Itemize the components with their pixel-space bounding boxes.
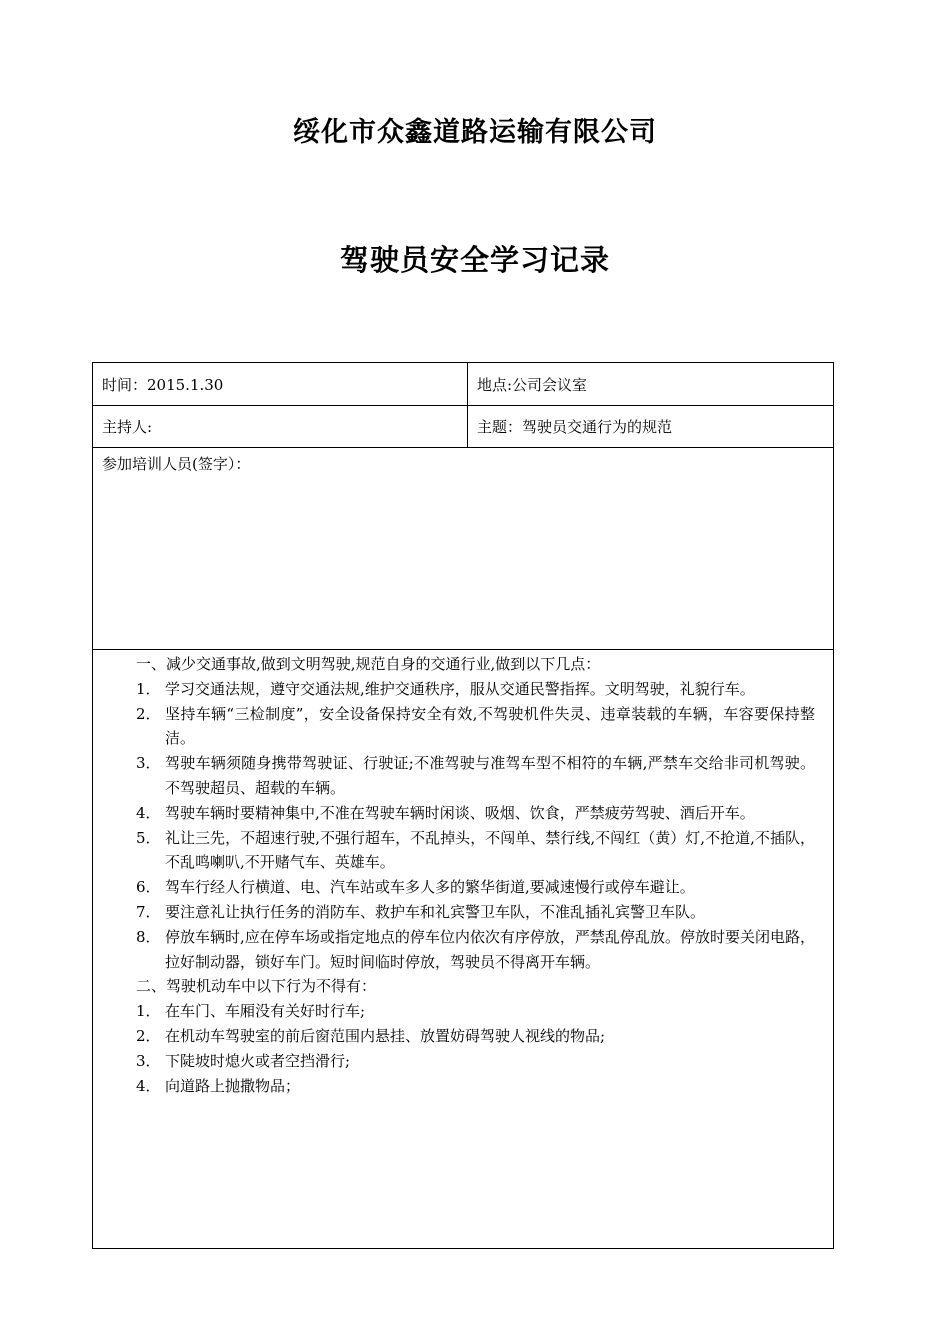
item-text: 下陡坡时熄火或者空挡滑行; <box>165 1051 351 1070</box>
item-text: 在车门、车厢没有关好时行车; <box>165 1002 366 1021</box>
list-item <box>93 801 833 826</box>
section2-heading: 二、驾驶机动车中以下行为不得有： <box>136 977 377 996</box>
list-item <box>93 1074 833 1099</box>
section2-list <box>93 999 833 1098</box>
list-item <box>93 999 833 1024</box>
list-item <box>93 900 833 925</box>
item-number: 4． <box>136 1076 161 1095</box>
list-item <box>93 751 833 801</box>
section1-heading: 一、减少交通事故,做到文明驾驶,规范自身的交通行业,做到以下几点： <box>136 655 601 673</box>
item-text: 在机动车驾驶室的前后窗范围内悬挂、放置妨碍驾驶人视线的物品; <box>165 1026 606 1045</box>
topic-cell <box>468 406 834 447</box>
list-item <box>93 826 833 876</box>
item-number: 2． <box>136 704 161 723</box>
item-number: 8． <box>136 927 161 946</box>
attendees-label: 参加培训人员(签字）： <box>102 455 251 473</box>
item-number: 6． <box>136 878 161 897</box>
item-number: 5． <box>136 828 161 847</box>
host-text: 主持人: <box>102 418 153 436</box>
item-number: 1． <box>136 679 161 698</box>
list-item <box>93 702 833 752</box>
item-text: 向道路上抛撒物品； <box>165 1076 301 1095</box>
list-item <box>93 1024 833 1049</box>
section1-list <box>93 677 833 975</box>
item-number: 7． <box>136 902 161 921</box>
location-text: 地点:公司会议室 <box>477 375 588 394</box>
item-number: 3． <box>136 1051 161 1070</box>
time-cell <box>93 363 468 405</box>
item-text: 驾驶车辆须随身携带驾驶证、行驶证;不准驾驶与准驾车型不相符的车辆,严禁车交给非司机驾驶。不驾驶超员、超载的车辆。 <box>165 754 815 797</box>
item-number: 3． <box>136 754 161 773</box>
list-item <box>93 925 833 975</box>
item-text: 驾车行经人行横道、电、汽车站或车多人多的繁华街道,要减速慢行或停车避让。 <box>165 878 695 897</box>
list-item <box>93 1049 833 1074</box>
item-text: 驾驶车辆时要精神集中,不准在驾驶车辆时闲谈、吸烟、饮食，严禁疲劳驾驶、酒后开车。 <box>165 803 755 822</box>
item-number: 2． <box>136 1026 161 1045</box>
document-title: 驾驶员安全学习记录 <box>339 243 610 277</box>
list-item <box>93 677 833 702</box>
table-row-time-location <box>93 363 833 406</box>
record-table <box>92 362 834 1249</box>
item-text: 要注意礼让执行任务的消防车、救护车和礼宾警卫车队，不准乱插礼宾警卫车队。 <box>165 902 706 921</box>
item-text: 学习交通法规，遵守交通法规,维护交通秩序，服从交通民警指挥。文明驾驶，礼貌行车。 <box>165 679 755 698</box>
company-name: 绥化市众鑫道路运输有限公司 <box>293 117 657 148</box>
item-number: 4． <box>136 803 161 822</box>
content-section <box>93 651 833 1098</box>
host-cell <box>93 406 468 447</box>
item-number: 1． <box>136 1002 161 1021</box>
location-cell <box>468 363 834 405</box>
item-text: 停放车辆时,应在停车场或指定地点的停车位内依次有序停放，严禁乱停乱放。停放时要关闭电路，拉好制动器，锁好车门。短时间临时停放，驾驶员不得离开车辆。 <box>165 927 815 971</box>
time-text: 时间：2015.1.30 <box>102 375 224 394</box>
list-item <box>93 875 833 900</box>
table-row-host-topic <box>93 406 833 448</box>
item-text: 礼让三先，不超速行驶,不强行超车，不乱掉头，不闯单、禁行线,不闯红（黄）灯,不抢道,不插队，不乱鸣喇叭,不开赌气车、英雄车。 <box>165 828 815 872</box>
item-text: 坚持车辆“三检制度”，安全设备保持安全有效,不驾驶机件失灵、违章装载的车辆，车容要保持整洁。 <box>165 704 815 748</box>
attendees-cell <box>93 448 833 650</box>
topic-text: 主题：驾驶员交通行为的规范 <box>477 418 673 436</box>
